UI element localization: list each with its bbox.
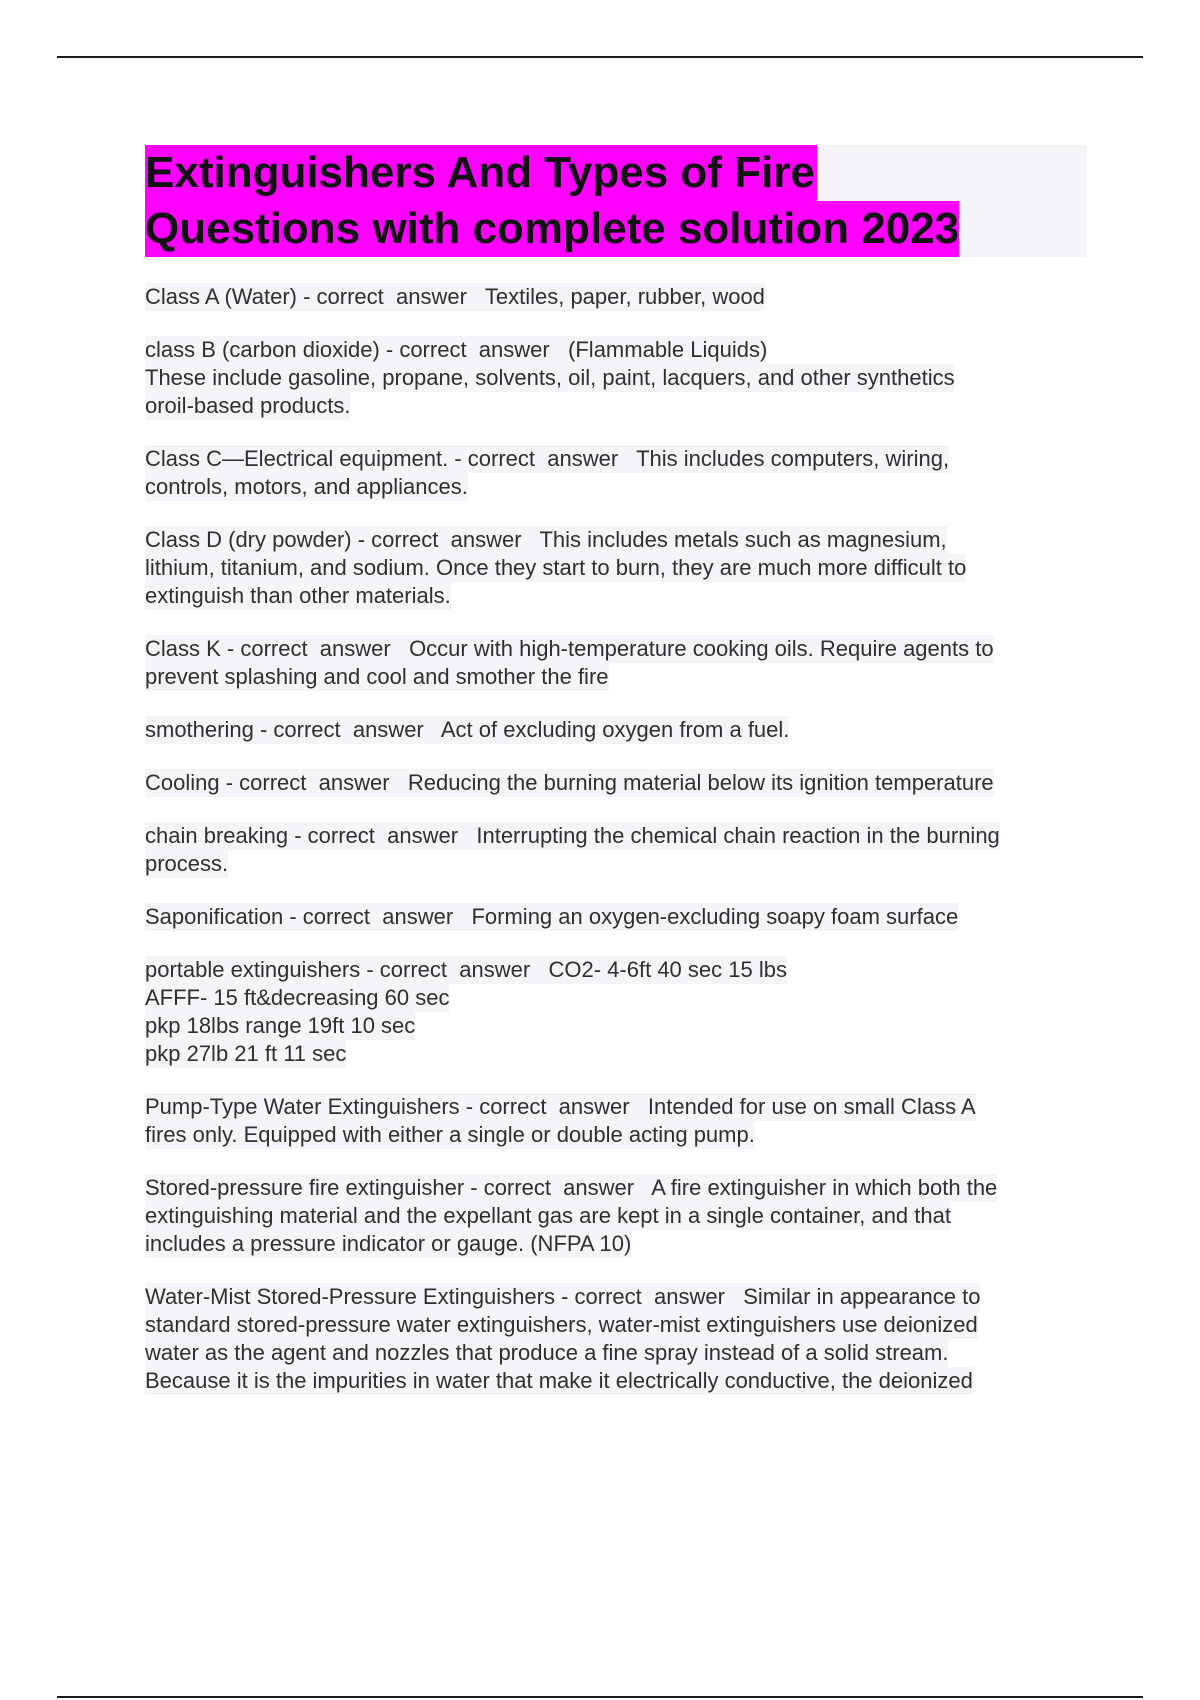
- qa-entry-line: fires only. Equipped with either a single or double acting pump.: [145, 1122, 755, 1147]
- qa-entry: [145, 445, 1087, 501]
- qa-entry: [145, 1283, 1087, 1395]
- qa-entry: [145, 635, 1087, 691]
- footer-rule: [57, 1696, 1143, 1698]
- qa-entry-line: Because it is the impurities in water that make it electrically conductive, the deionized: [145, 1368, 973, 1393]
- qa-entry-line: Class K - correct answer Occur with high-temperature cooking oils. Require agents to: [145, 636, 994, 661]
- qa-entry-line: Class D (dry powder) - correct answer This includes metals such as magnesium,: [145, 527, 947, 552]
- qa-entry-line: Class C—Electrical equipment. - correct answer This includes computers, wiring,: [145, 446, 950, 471]
- title-line-1: Extinguishers And Types of Fire: [145, 145, 817, 201]
- qa-entry-line: Pump-Type Water Extinguishers - correct answer Intended for use on small Class A: [145, 1094, 976, 1119]
- qa-entry-line: Saponification - correct answer Forming an oxygen-excluding soapy foam surface: [145, 904, 959, 929]
- qa-entry: [145, 283, 1087, 311]
- qa-entry: [145, 1093, 1087, 1149]
- qa-entry-line: extinguishing material and the expellant gas are kept in a single container, and that: [145, 1203, 951, 1228]
- qa-entry-line: water as the agent and nozzles that produce a fine spray instead of a solid stream.: [145, 1340, 949, 1365]
- document-body: [145, 145, 1087, 1420]
- qa-entry-line: chain breaking - correct answer Interrupting the chemical chain reaction in the burning: [145, 823, 1000, 848]
- qa-entry-line: Cooling - correct answer Reducing the burning material below its ignition temperature: [145, 770, 994, 795]
- qa-entry-line: pkp 18lbs range 19ft 10 sec: [145, 1013, 416, 1038]
- qa-entry-line: process.: [145, 851, 229, 876]
- qa-entry: [145, 822, 1087, 878]
- qa-entry: [145, 526, 1087, 610]
- qa-entry: [145, 1174, 1087, 1258]
- qa-entry-line: lithium, titanium, and sodium. Once they start to burn, they are much more difficult to: [145, 555, 967, 580]
- qa-entry-line: class B (carbon dioxide) - correct answer (Flammable Liquids): [145, 337, 768, 362]
- qa-entry-line: oroil-based products.: [145, 393, 351, 418]
- qa-entry-line: extinguish than other materials.: [145, 583, 451, 608]
- qa-entry: [145, 769, 1087, 797]
- qa-entry: [145, 956, 1087, 1068]
- header-rule: [57, 56, 1143, 58]
- qa-entry-line: pkp 27lb 21 ft 11 sec: [145, 1041, 347, 1066]
- qa-entry-line: Class A (Water) - correct answer Textiles, paper, rubber, wood: [145, 284, 765, 309]
- qa-entry-line: AFFF- 15 ft&decreasing 60 sec: [145, 985, 450, 1010]
- qa-list: [145, 283, 1087, 1395]
- qa-entry-line: controls, motors, and appliances.: [145, 474, 468, 499]
- qa-entry-line: Water-Mist Stored-Pressure Extinguishers - correct answer Similar in appearance to: [145, 1284, 981, 1309]
- qa-entry: [145, 903, 1087, 931]
- qa-entry-line: standard stored-pressure water extinguishers, water-mist extinguishers use deionized: [145, 1312, 978, 1337]
- qa-entry-line: prevent splashing and cool and smother the fire: [145, 664, 609, 689]
- qa-entry-line: These include gasoline, propane, solvents, oil, paint, lacquers, and other synthetics: [145, 365, 955, 390]
- qa-entry-line: smothering - correct answer Act of excluding oxygen from a fuel.: [145, 717, 790, 742]
- qa-entry-line: Stored-pressure fire extinguisher - correct answer A fire extinguisher in which both the: [145, 1175, 998, 1200]
- qa-entry-line: portable extinguishers - correct answer CO2- 4-6ft 40 sec 15 lbs: [145, 957, 787, 982]
- document-title: [145, 145, 1087, 257]
- title-line-2: Questions with complete solution 2023: [145, 201, 959, 257]
- qa-entry: [145, 716, 1087, 744]
- qa-entry: [145, 336, 1087, 420]
- qa-entry-line: includes a pressure indicator or gauge. (NFPA 10): [145, 1231, 632, 1256]
